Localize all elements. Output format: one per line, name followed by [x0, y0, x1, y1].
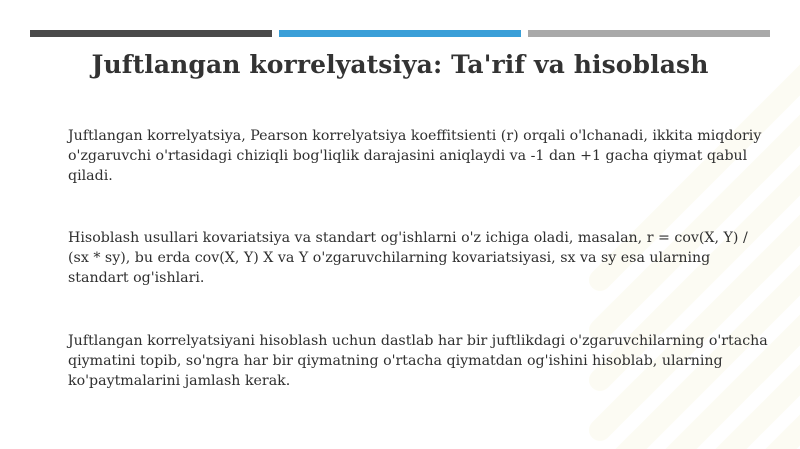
watermark-stroke	[600, 190, 800, 430]
paragraph-definition: Juftlangan korrelyatsiya, Pearson korrelyatsiya koeffitsienti (r) orqali o'lchanadi, ikkita miqdoriy o'zgaruvchi o'rtasidagi chiziqli bog'liqlik darajasini aniqlaydi va -1 dan +1 gacha qiymat qabul qiladi.	[68, 128, 762, 184]
top-bar-accent	[279, 30, 521, 37]
top-bar-light	[528, 30, 770, 37]
slide-title: Juftlangan korrelyatsiya: Ta'rif va hisoblash	[91, 50, 709, 79]
paragraph-procedure: Juftlangan korrelyatsiyani hisoblash uchun dastlab har bir juftlikdagi o'zgaruvchilarning o'rtacha qiymatini topib, so'ngra har bir qiymatning o'rtacha qiymatdan og'ishini hisoblab, ularning ko'paytmalarini jamlash kerak.	[68, 333, 768, 389]
top-bar-dark	[30, 30, 272, 37]
paragraph-formula: Hisoblash usullari kovariatsiya va standart og'ishlarni o'z ichiga oladi, masalan, r = cov(X, Y) / (sx * sy), bu erda cov(X, Y) X va Y o'zgaruvchilarning kovariatsiyasi, sx va sy esa ularning standart og'ishlari.	[68, 230, 748, 286]
watermark-stroke	[600, 440, 800, 449]
watermark-stroke	[600, 390, 800, 449]
